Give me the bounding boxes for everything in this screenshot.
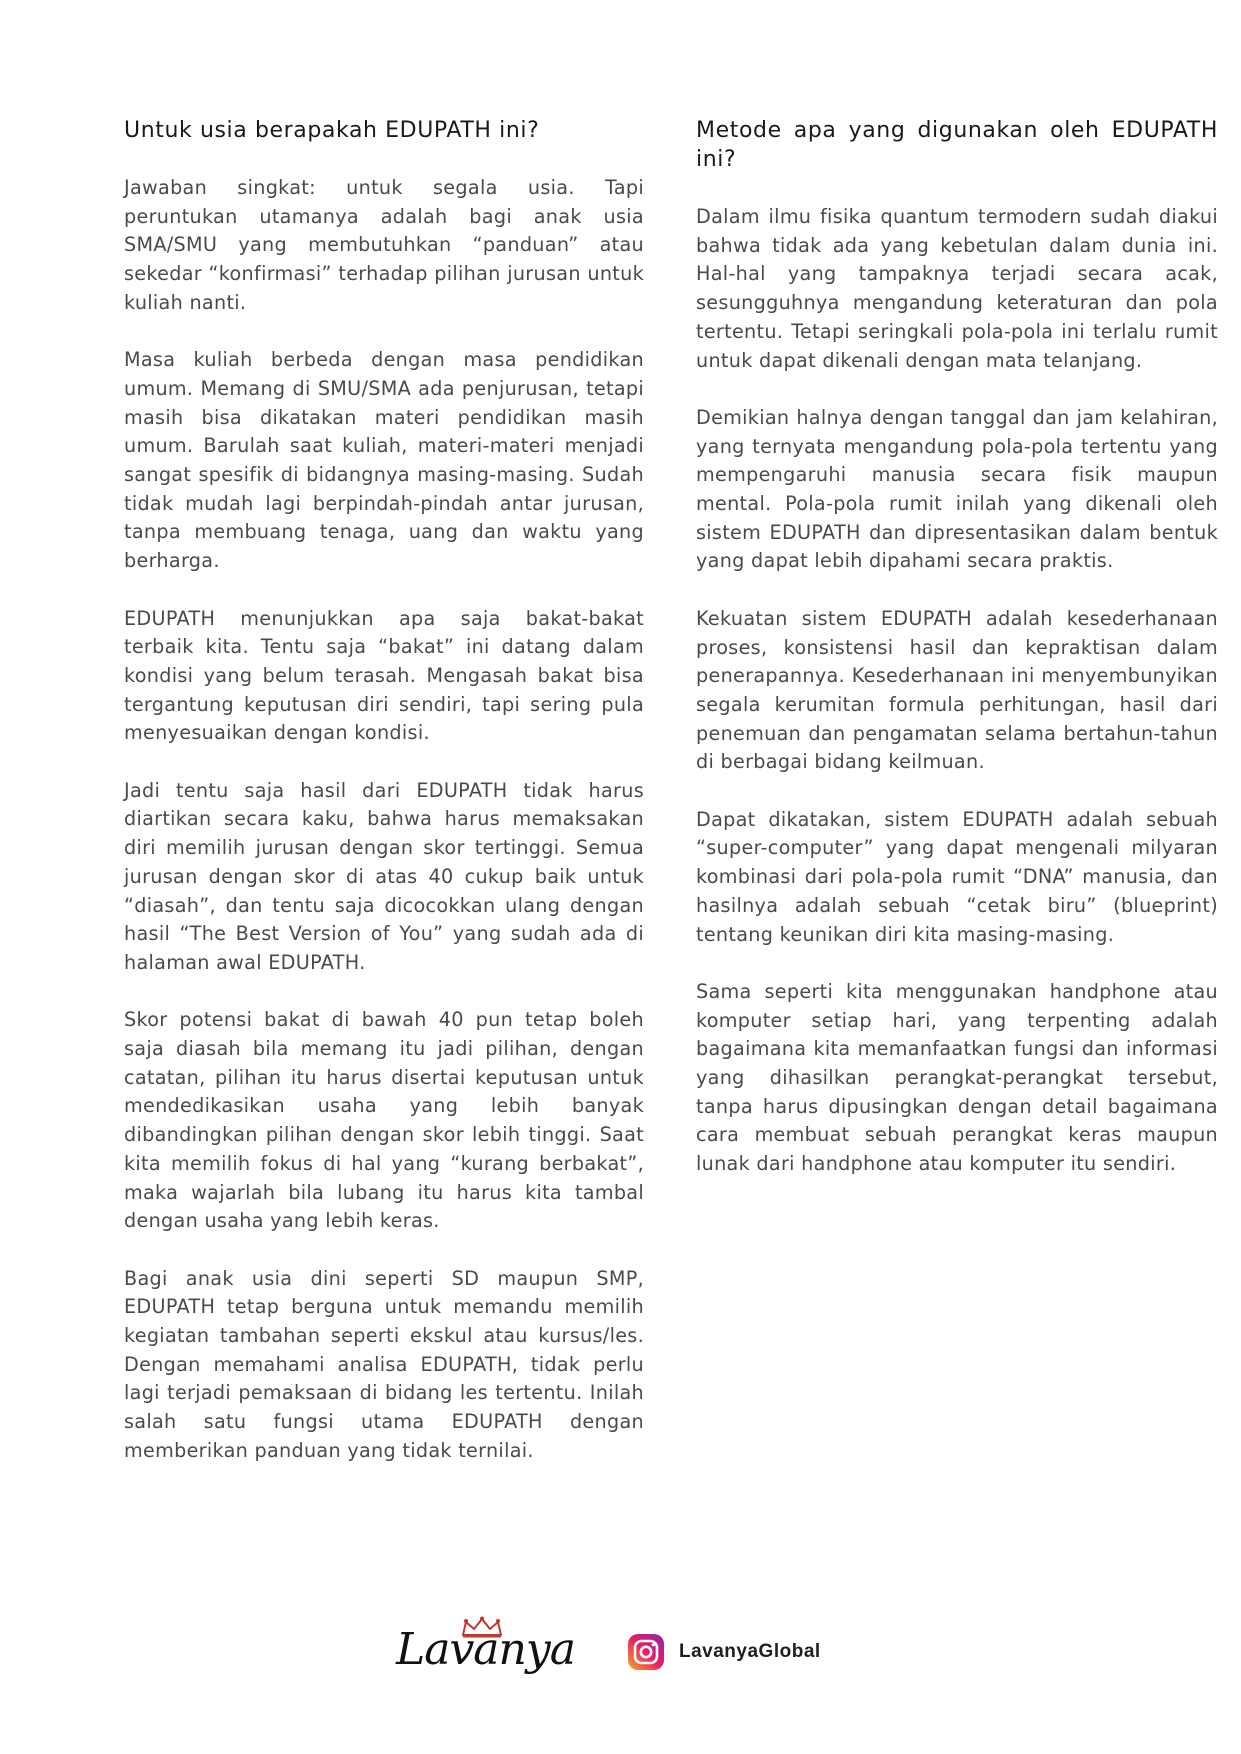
paragraph: Dapat dikatakan, sistem EDUPATH adalah sebuah “super-computer” yang dapat mengenali milyaran kombinasi dari pola-pola rumit “DNA” manusia, dan hasilnya adalah sebuah “cetak biru” (blueprint) tentang keunikan diri kita masing-masing. bbox=[696, 807, 1218, 946]
paragraph: Masa kuliah berbeda dengan masa pendidikan umum. Memang di SMU/SMA ada penjurusan, tetapi masih bisa dikatakan materi pendidikan masih umum. Barulah saat kuliah, materi-materi menjadi sangat spesifik di bidangnya masing-masing. Sudah tidak mudah lagi berpindah-pindah antar jurusan, tanpa membuang tenaga, uang dan waktu yang berharga. bbox=[124, 348, 644, 573]
page-footer bbox=[0, 1606, 1241, 1686]
paragraph: Jawaban singkat: untuk segala usia. Tapi peruntukan utamanya adalah bagi anak usia SMA/SMU yang membutuhkan “panduan” atau sekedar “konfirmasi” terhadap pilihan jurusan untuk kuliah nanti. bbox=[124, 176, 644, 314]
paragraph: Skor potensi bakat di bawah 40 pun tetap boleh saja diasah bila memang itu jadi pilihan, dengan catatan, pilihan itu harus disertai keputusan untuk mendedikasikan usaha yang lebih banyak dibandingkan pilihan dengan skor lebih tinggi. Saat kita memilih fokus di hal yang “kurang berbakat”, maka wajarlah bila lubang itu harus kita tambal dengan usaha yang lebih keras. bbox=[124, 1008, 644, 1233]
brand-name: Lavanya bbox=[396, 1624, 575, 1675]
paragraph: Kekuatan sistem EDUPATH adalah kesederhanaan proses, konsistensi hasil dan kepraktisan dalam penerapannya. Kesederhanaan ini menyembunyikan segala kerumitan formula perhitungan, hasil dari penemuan dan pengamatan selama bertahun-tahun di berbagai bidang keilmuan. bbox=[696, 606, 1218, 774]
right-column-heading: Metode apa yang digunakan oleh EDUPATH ini? bbox=[696, 118, 1218, 172]
instagram-icon bbox=[627, 1633, 665, 1671]
social-handle[interactable]: LavanyaGlobal bbox=[679, 1641, 821, 1662]
paragraph: Demikian halnya dengan tanggal dan jam kelahiran, yang ternyata mengandung pola-pola tertentu yang mempengaruhi manusia secara fisik maupun mental. Pola-pola rumit inilah yang dikenali oleh sistem EDUPATH dan dipresentasikan dalam bentuk yang dapat lebih dipahami secara praktis. bbox=[696, 405, 1218, 573]
social-link[interactable] bbox=[627, 1632, 821, 1672]
left-column-heading: Untuk usia berapakah EDUPATH ini? bbox=[124, 118, 540, 143]
paragraph: Dalam ilmu fisika quantum termodern sudah diakui bahwa tidak ada yang kebetulan dalam dunia ini. Hal-hal yang tampaknya terjadi secara acak, sesungguhnya mengandung keteraturan dan pola tertentu. Tetapi seringkali pola-pola ini terlalu rumit untuk dapat dikenali dengan mata telanjang. bbox=[696, 205, 1218, 372]
paragraph: Bagi anak usia dini seperti SD maupun SMP, EDUPATH tetap berguna untuk memandu memilih kegiatan tambahan seperti ekskul atau kursus/les. Dengan memahami analisa EDUPATH, tidak perlu lagi terjadi pemaksaan di bidang les tertentu. Inilah salah satu fungsi utama EDUPATH dengan memberikan panduan yang tidak ternilai. bbox=[124, 1266, 644, 1462]
brand-logo bbox=[396, 1616, 582, 1676]
paragraph: Jadi tentu saja hasil dari EDUPATH tidak harus diartikan secara kaku, bahwa harus memaksakan diri memilih jurusan dengan skor tertinggi. Semua jurusan dengan skor di atas 40 cukup baik untuk “diasah”, dan tentu saja dicocokkan ulang dengan hasil “The Best Version of You” yang sudah ada di halaman awal EDUPATH. bbox=[124, 778, 644, 974]
right-column bbox=[696, 116, 1218, 1208]
paragraph: EDUPATH menunjukkan apa saja bakat-bakat terbaik kita. Tentu saja “bakat” ini datang dalam kondisi yang belum terasah. Mengasah bakat bisa tergantung keputusan diri sendiri, tapi sering pula menyesuaikan dengan kondisi. bbox=[124, 606, 644, 745]
paragraph: Sama seperti kita menggunakan handphone atau komputer setiap hari, yang terpenting adalah bagaimana kita memanfaatkan fungsi dan informasi yang dihasilkan perangkat-perangkat tersebut, tanpa harus dipusingkan dengan detail bagaimana cara membuat sebuah perangkat keras maupun lunak dari handphone atau komputer itu sendiri. bbox=[696, 979, 1218, 1176]
left-column bbox=[124, 116, 644, 1494]
